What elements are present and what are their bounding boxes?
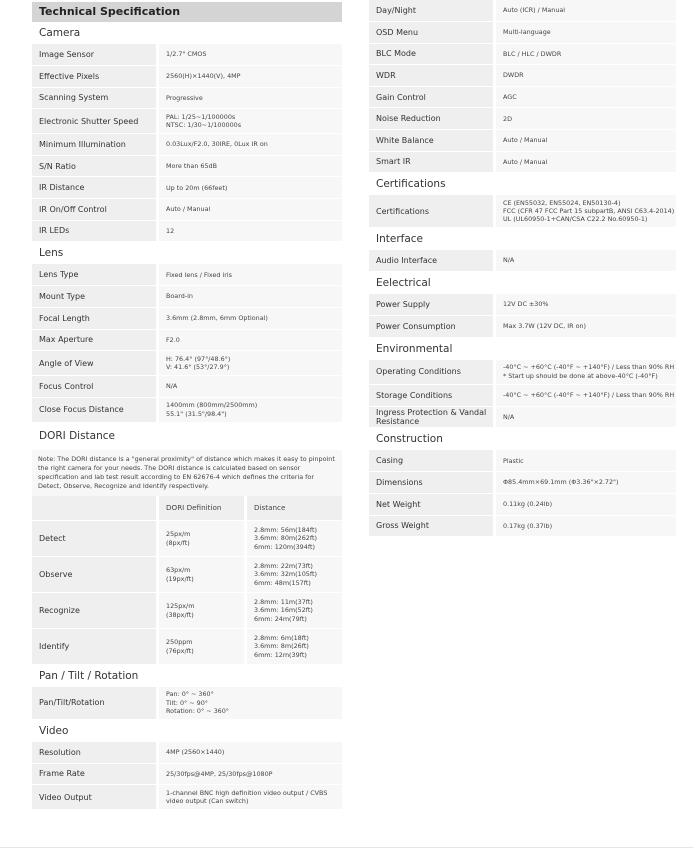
spec-row xyxy=(32,177,342,199)
dori-definition xyxy=(159,629,244,665)
spec-value-line: Board-in xyxy=(166,292,193,301)
spec-label: Focus Control xyxy=(32,376,156,398)
spec-row xyxy=(369,195,676,227)
spec-row xyxy=(32,66,342,88)
spec-row xyxy=(32,376,342,398)
dori-definition-line: 250ppm xyxy=(166,638,193,647)
section-heading: Environmental xyxy=(376,342,453,355)
spec-label: Image Sensor xyxy=(32,44,156,66)
spec-value-line: UL (UL60950-1+CAN/CSA C22.2 No.60950-1) xyxy=(503,215,648,224)
spec-value-line: V: 41.6° (53°/27.9°) xyxy=(166,363,230,372)
spec-row xyxy=(369,450,676,472)
dori-distance xyxy=(247,593,342,629)
spec-label: Net Weight xyxy=(369,493,493,515)
spec-value-line: Up to 20m (66feet) xyxy=(166,183,228,192)
spec-label: Video Output xyxy=(32,785,156,810)
dori-distance xyxy=(247,521,342,557)
dori-row xyxy=(32,521,342,557)
dori-definition-line: (19px/ft) xyxy=(166,574,194,583)
spec-value-line: Progressive xyxy=(166,93,203,102)
dori-definition xyxy=(159,557,244,593)
section-iface xyxy=(369,228,676,272)
spec-label: Mount Type xyxy=(32,286,156,308)
section-video xyxy=(32,720,342,811)
spec-value-line: H: 76.4° (97°/48.6°) xyxy=(166,354,231,363)
spec-value-line: Pan: 0° ~ 360° xyxy=(166,690,214,699)
spec-value xyxy=(159,134,342,156)
spec-value xyxy=(159,109,342,134)
spec-value xyxy=(496,493,676,515)
spec-value xyxy=(496,86,676,108)
dori-definition-line: (76px/ft) xyxy=(166,646,194,655)
spec-value-line: 12 xyxy=(166,226,175,235)
spec-table xyxy=(32,742,342,811)
spec-value-line: N/A xyxy=(503,412,515,421)
dori-col-definition: DORI Definition xyxy=(159,496,244,521)
spec-label: Operating Conditions xyxy=(369,360,493,385)
spec-table xyxy=(32,44,342,242)
spec-value-line: 2560(H)×1440(V), 4MP xyxy=(166,72,241,81)
spec-value-line: Fixed lens / Fixed iris xyxy=(166,270,232,279)
spec-row xyxy=(369,250,676,272)
spec-value xyxy=(496,515,676,537)
dori-distance-line: 3.6mm: 32m(105ft) xyxy=(254,570,317,579)
spec-value xyxy=(159,44,342,66)
spec-label: Noise Reduction xyxy=(369,108,493,130)
section-heading: DORI Distance xyxy=(39,429,115,442)
dori-label: Observe xyxy=(32,557,156,593)
spec-value-line: N/A xyxy=(503,256,515,265)
dori-definition xyxy=(159,521,244,557)
dori-distance xyxy=(247,557,342,593)
spec-label: Angle of View xyxy=(32,351,156,376)
spec-value xyxy=(159,286,342,308)
dori-definition-line: (8px/ft) xyxy=(166,538,190,547)
spec-value xyxy=(496,151,676,173)
spec-value-line: N/A xyxy=(166,382,178,391)
section-heading: Construction xyxy=(376,433,443,446)
section-heading: Camera xyxy=(39,27,81,39)
spec-value-line: DWDR xyxy=(503,71,524,80)
spec-value-line: F2.0 xyxy=(166,335,180,344)
dori-row xyxy=(32,593,342,629)
spec-value-line: Auto / Manual xyxy=(166,205,211,214)
dori-distance-line: 6mm: 24m(79ft) xyxy=(254,614,307,623)
spec-value xyxy=(496,406,676,428)
spec-value xyxy=(159,763,342,785)
section-heading: Video xyxy=(39,724,69,737)
spec-row xyxy=(369,315,676,337)
section-misc xyxy=(369,0,676,173)
divider xyxy=(0,847,693,848)
spec-value xyxy=(496,315,676,337)
section-camera xyxy=(32,22,342,242)
spec-label: Casing xyxy=(369,450,493,472)
spec-row xyxy=(369,472,676,494)
spec-label: Minimum Illumination xyxy=(32,134,156,156)
spec-value xyxy=(496,0,676,22)
section-cons xyxy=(369,428,676,537)
dori-distance-line: 2.8mm: 56m(184ft) xyxy=(254,526,317,535)
spec-value xyxy=(159,742,342,764)
dori-col-distance: Distance xyxy=(247,496,342,521)
spec-value-line: Auto / Manual xyxy=(503,136,548,145)
spec-row xyxy=(32,397,342,422)
spec-value xyxy=(496,130,676,152)
dori-distance-line: 3.6mm: 80m(262ft) xyxy=(254,534,317,543)
spec-row xyxy=(369,360,676,385)
dori-distance-line: 2.8mm: 11m(37ft) xyxy=(254,598,313,607)
spec-value-line: Auto (ICR) / Manual xyxy=(503,6,566,15)
spec-value xyxy=(159,66,342,88)
spec-value xyxy=(496,250,676,272)
spec-value-line: Multi-language xyxy=(503,28,551,37)
dori-row xyxy=(32,629,342,665)
dori-definition xyxy=(159,593,244,629)
spec-row xyxy=(32,742,342,764)
spec-row xyxy=(369,22,676,44)
section-cert xyxy=(369,173,676,228)
section-ptr xyxy=(32,665,342,720)
spec-label: Pan/Tilt/Rotation xyxy=(32,687,156,719)
spec-value-line: 12V DC ±30% xyxy=(503,300,549,309)
spec-row xyxy=(32,264,342,286)
spec-row xyxy=(32,44,342,66)
spec-row xyxy=(369,294,676,316)
spec-table xyxy=(369,450,676,537)
spec-row xyxy=(369,130,676,152)
spec-value xyxy=(159,199,342,221)
spec-value-line: BLC / HLC / DWDR xyxy=(503,49,562,58)
spec-value xyxy=(159,785,342,810)
dori-row xyxy=(32,557,342,593)
spec-value-line: 4MP (2560×1440) xyxy=(166,747,225,756)
spec-table xyxy=(369,250,676,272)
spec-row xyxy=(32,199,342,221)
dori-distance-line: 3.6mm: 8m(26ft) xyxy=(254,642,309,651)
spec-value xyxy=(159,177,342,199)
spec-label: Smart IR xyxy=(369,151,493,173)
spec-row xyxy=(369,385,676,407)
spec-value-line: CE (EN55032, EN55024, EN50130-4) xyxy=(503,198,621,207)
spec-value-line: 1-channel BNC high definition video output / CVBS xyxy=(166,788,328,797)
spec-value xyxy=(496,450,676,472)
spec-value-line: * Start up should be done at above-40°C (-40°F) xyxy=(503,371,658,380)
spec-label: Power Supply xyxy=(369,294,493,316)
spec-label: OSD Menu xyxy=(369,22,493,44)
spec-label: Storage Conditions xyxy=(369,385,493,407)
dori-definition-line: (38px/ft) xyxy=(166,610,194,619)
spec-value xyxy=(496,294,676,316)
page-title: Technical Specification xyxy=(32,2,342,22)
spec-label: Ingress Protection & Vandal Resistance xyxy=(369,406,493,428)
spec-value-line: video output (Can switch) xyxy=(166,797,249,806)
spec-label: White Balance xyxy=(369,130,493,152)
spec-value-line: Plastic xyxy=(503,456,524,465)
spec-label: Effective Pixels xyxy=(32,66,156,88)
spec-value xyxy=(496,360,676,385)
spec-value-line: More than 65dB xyxy=(166,162,218,170)
spec-value xyxy=(496,22,676,44)
spec-row xyxy=(32,220,342,242)
spec-value xyxy=(159,220,342,242)
spec-value-line: -40°C ~ +60°C (-40°F ~ +140°F) / Less than 90% RH xyxy=(503,363,675,372)
spec-value-line: -40°C ~ +60°C (-40°F ~ +140°F) / Less than 90% RH xyxy=(503,391,675,400)
dori-definition-line: 63px/m xyxy=(166,566,191,575)
spec-label: Lens Type xyxy=(32,264,156,286)
spec-row xyxy=(369,108,676,130)
spec-value xyxy=(159,87,342,109)
spec-value-line: Max 3.7W (12V DC, IR on) xyxy=(503,322,587,331)
dori-distance-line: 6mm: 120m(394ft) xyxy=(254,542,315,551)
section-heading: Interface xyxy=(376,232,424,245)
spec-row xyxy=(32,87,342,109)
dori-distance-line: 2.8mm: 6m(18ft) xyxy=(254,634,309,643)
spec-row xyxy=(369,493,676,515)
spec-table xyxy=(369,0,676,173)
spec-row xyxy=(32,329,342,351)
left-column xyxy=(32,0,342,810)
spec-label: Power Consumption xyxy=(369,315,493,337)
spec-label: IR On/Off Control xyxy=(32,199,156,221)
spec-row xyxy=(32,134,342,156)
dori-distance-line: 6mm: 48m(157ft) xyxy=(254,578,311,587)
spec-value-line: NTSC: 1/30~1/100000s xyxy=(166,121,242,130)
spec-value xyxy=(159,397,342,422)
dori-distance-line: 2.8mm: 22m(73ft) xyxy=(254,562,313,571)
section-heading: Eelectrical xyxy=(376,276,431,289)
spec-label: Focal Length xyxy=(32,307,156,329)
spec-row xyxy=(32,155,342,177)
section-heading: Lens xyxy=(39,247,64,260)
spec-value xyxy=(496,43,676,65)
spec-row xyxy=(369,515,676,537)
spec-value xyxy=(159,351,342,376)
spec-label: Resolution xyxy=(32,742,156,764)
dori-note: Note: The DORI distance is a "general proximity" of distance which makes it easy to pinpoint the right camera for your needs. The DORI distance is calculated based on sensor specification and lab test result according to EN 62676-4 which defines the criteria for Detect, Observe, Recognize and Identify respectively. xyxy=(32,450,342,496)
spec-label: Close Focus Distance xyxy=(32,397,156,422)
spec-value-line: AGC xyxy=(503,93,517,101)
spec-value-line: 1/2.7" CMOS xyxy=(166,50,207,59)
right-column xyxy=(369,0,676,537)
dori-label: Detect xyxy=(32,521,156,557)
spec-value-line: 1400mm (800mm/2500mm) xyxy=(166,401,258,410)
dori-distance-line: 3.6mm: 16m(52ft) xyxy=(254,606,313,615)
spec-value xyxy=(159,329,342,351)
section-lens xyxy=(32,242,342,422)
spec-row xyxy=(32,785,342,810)
spec-value-line: 55.1" (31.5"/98.4") xyxy=(166,409,227,418)
spec-table xyxy=(369,360,676,429)
spec-value-line: Auto / Manual xyxy=(503,157,548,166)
spec-value xyxy=(159,155,342,177)
spec-value xyxy=(159,307,342,329)
spec-label: Frame Rate xyxy=(32,763,156,785)
dori-distance xyxy=(247,629,342,665)
spec-value xyxy=(496,385,676,407)
spec-row xyxy=(32,109,342,134)
spec-table xyxy=(32,264,342,422)
spec-row xyxy=(32,687,342,719)
spec-label: Certifications xyxy=(369,195,493,227)
spec-value xyxy=(159,687,342,719)
spec-label: IR LEDs xyxy=(32,220,156,242)
spec-value-line: FCC (CFR 47 FCC Part 15 subpartB, ANSI C63.4-2014) xyxy=(503,206,675,215)
spec-label: Day/Night xyxy=(369,0,493,22)
spec-value-line: 25/30fps@4MP, 25/30fps@1080P xyxy=(166,769,273,778)
spec-row xyxy=(32,351,342,376)
dori-definition-line: 25px/m xyxy=(166,530,191,539)
spec-label: WDR xyxy=(369,65,493,87)
spec-label: Gross Weight xyxy=(369,515,493,537)
spec-table xyxy=(32,687,342,720)
dori-label: Recognize xyxy=(32,593,156,629)
spec-row xyxy=(369,65,676,87)
dori-distance-line: 6mm: 12m(39ft) xyxy=(254,650,307,659)
dori-table xyxy=(32,496,342,666)
spec-row xyxy=(32,286,342,308)
spec-value xyxy=(159,264,342,286)
dori-section xyxy=(32,423,342,665)
spec-value xyxy=(159,376,342,398)
spec-value-line: Tilt: 0° ~ 90° xyxy=(166,698,208,707)
spec-label: Gain Control xyxy=(369,86,493,108)
spec-value-line: 3.6mm (2.8mm, 6mm Optional) xyxy=(166,314,268,323)
spec-label: BLC Mode xyxy=(369,43,493,65)
spec-label: Audio Interface xyxy=(369,250,493,272)
spec-label: IR Distance xyxy=(32,177,156,199)
spec-label: S/N Ratio xyxy=(32,155,156,177)
spec-value xyxy=(496,65,676,87)
spec-value-line: Rotation: 0° ~ 360° xyxy=(166,707,229,715)
section-heading: Certifications xyxy=(376,178,446,191)
spec-row xyxy=(32,763,342,785)
section-env xyxy=(369,338,676,429)
section-elec xyxy=(369,272,676,338)
spec-row xyxy=(369,0,676,22)
spec-table xyxy=(369,195,676,228)
spec-row xyxy=(369,151,676,173)
spec-value-line: 2D xyxy=(503,114,512,123)
spec-value-line: 0.11kg (0.24lb) xyxy=(503,500,553,509)
spec-value xyxy=(496,108,676,130)
spec-value-line: 0.03Lux/F2.0, 30IRE, 0Lux IR on xyxy=(166,140,268,149)
spec-value xyxy=(496,195,676,227)
spec-value-line: 0.17kg (0.37lb) xyxy=(503,521,553,530)
spec-row xyxy=(369,43,676,65)
spec-label: Dimensions xyxy=(369,472,493,494)
spec-value-line: Φ85.4mm×69.1mm (Φ3.36"×2.72") xyxy=(503,478,619,487)
spec-value xyxy=(496,472,676,494)
section-heading: Pan / Tilt / Rotation xyxy=(39,670,139,683)
spec-label: Scanning System xyxy=(32,87,156,109)
spec-table xyxy=(369,294,676,338)
spec-row xyxy=(32,307,342,329)
dori-definition-line: 125px/m xyxy=(166,602,195,611)
dori-label: Identify xyxy=(32,629,156,665)
spec-label: Max Aperture xyxy=(32,329,156,351)
spec-row xyxy=(369,86,676,108)
spec-row xyxy=(369,406,676,428)
spec-value-line: PAL: 1/25~1/100000s xyxy=(166,112,236,121)
spec-label: Electronic Shutter Speed xyxy=(32,109,156,134)
